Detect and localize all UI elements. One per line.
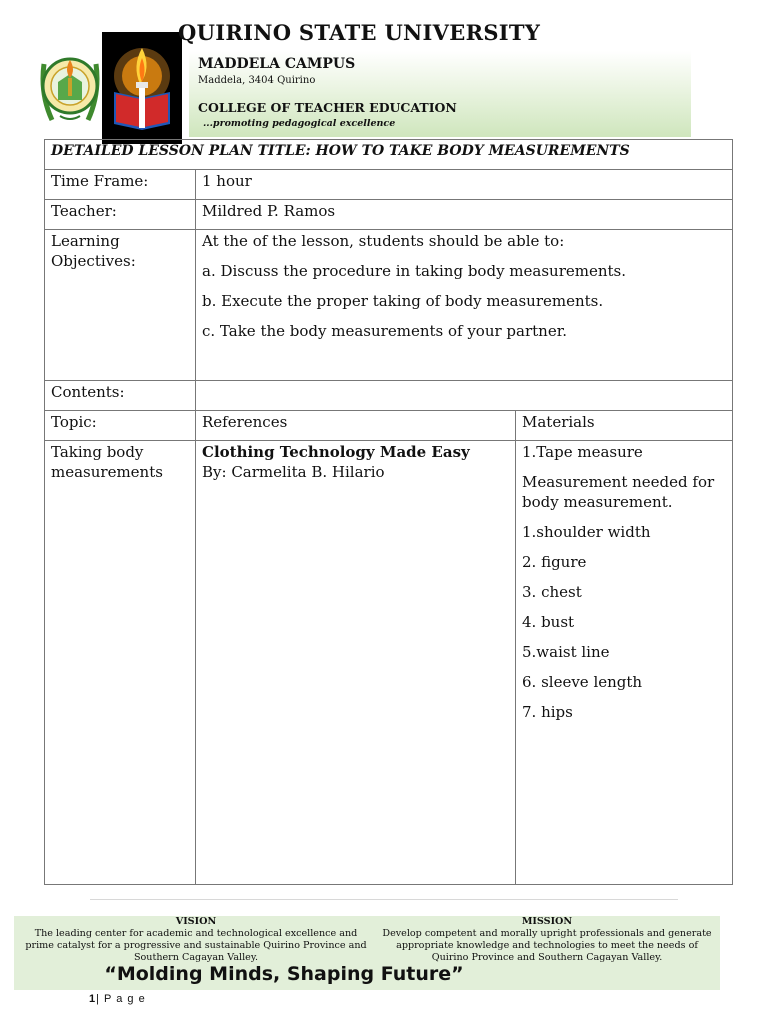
material-item: 4. bust — [522, 613, 575, 631]
teacher-label: Teacher: — [45, 200, 196, 230]
material-item: 3. chest — [522, 583, 582, 601]
mission-block — [380, 916, 714, 964]
contents-value — [196, 381, 733, 411]
contents-label: Contents: — [45, 381, 196, 411]
page-number — [89, 993, 146, 1005]
page-label: | P a g e — [96, 993, 146, 1005]
university-motto: “Molding Minds, Shaping Future” — [104, 963, 464, 985]
material-item: 1.shoulder width — [522, 523, 651, 541]
vision-mission-box — [14, 916, 720, 990]
objectives-cell — [196, 230, 733, 381]
references-cell — [196, 441, 516, 885]
campus-name: MADDELA CAMPUS — [198, 56, 356, 72]
mission-heading: MISSION — [521, 916, 573, 927]
material-item: 2. figure — [522, 553, 587, 571]
references-header: References — [196, 411, 516, 441]
objective-item: b. Execute the proper taking of body measurements. — [202, 292, 604, 310]
objectives-label: Learning Objectives: — [45, 230, 196, 381]
materials-cell — [516, 441, 733, 885]
material-item: 7. hips — [522, 703, 573, 721]
lesson-plan-table — [44, 139, 733, 885]
topic-header: Topic: — [45, 411, 196, 441]
material-item: Measurement needed for body measurement. — [522, 473, 715, 511]
time-frame-label: Time Frame: — [45, 170, 196, 200]
objective-item: a. Discuss the procedure in taking body measurements. — [202, 262, 627, 280]
campus-banner — [189, 51, 691, 137]
objectives-intro: At the of the lesson, students should be able to: — [202, 232, 565, 250]
material-item: 6. sleeve length — [522, 673, 643, 691]
footer-divider — [90, 899, 678, 900]
time-frame-value: 1 hour — [196, 170, 733, 200]
topic-value: Taking body measurements — [45, 441, 196, 885]
material-item: 5.waist line — [522, 643, 610, 661]
vision-block — [20, 916, 372, 964]
university-seal-logo — [38, 34, 102, 134]
reference-author: By: Carmelita B. Hilario — [202, 463, 385, 481]
college-tagline: ...promoting pedagogical excellence — [203, 118, 396, 129]
university-title: QUIRINO STATE UNIVERSITY — [178, 20, 541, 45]
material-item: 1.Tape measure — [522, 443, 643, 461]
page-number-value: 1 — [89, 993, 97, 1005]
college-emblem-logo — [102, 32, 182, 144]
teacher-value: Mildred P. Ramos — [196, 200, 733, 230]
vision-text: The leading center for academic and technological excellence and prime catalyst for a progressive and sustainable Quirino Province and Southern Cagayan Valley. — [25, 928, 367, 963]
objective-item: c. Take the body measurements of your partner. — [202, 322, 567, 340]
college-name: COLLEGE OF TEACHER EDUCATION — [198, 100, 457, 115]
reference-book-title: Clothing Technology Made Easy — [202, 443, 470, 461]
materials-header: Materials — [516, 411, 733, 441]
lesson-plan-title: DETAILED LESSON PLAN TITLE: HOW TO TAKE BODY MEASUREMENTS — [45, 140, 733, 170]
mission-text: Develop competent and morally upright professionals and generate appropriate knowledge and technologies to meet the needs of Quirino Province and Southern Cagayan Valley. — [382, 928, 712, 963]
vision-heading: VISION — [175, 916, 217, 927]
campus-address: Maddela, 3404 Quirino — [198, 75, 316, 86]
